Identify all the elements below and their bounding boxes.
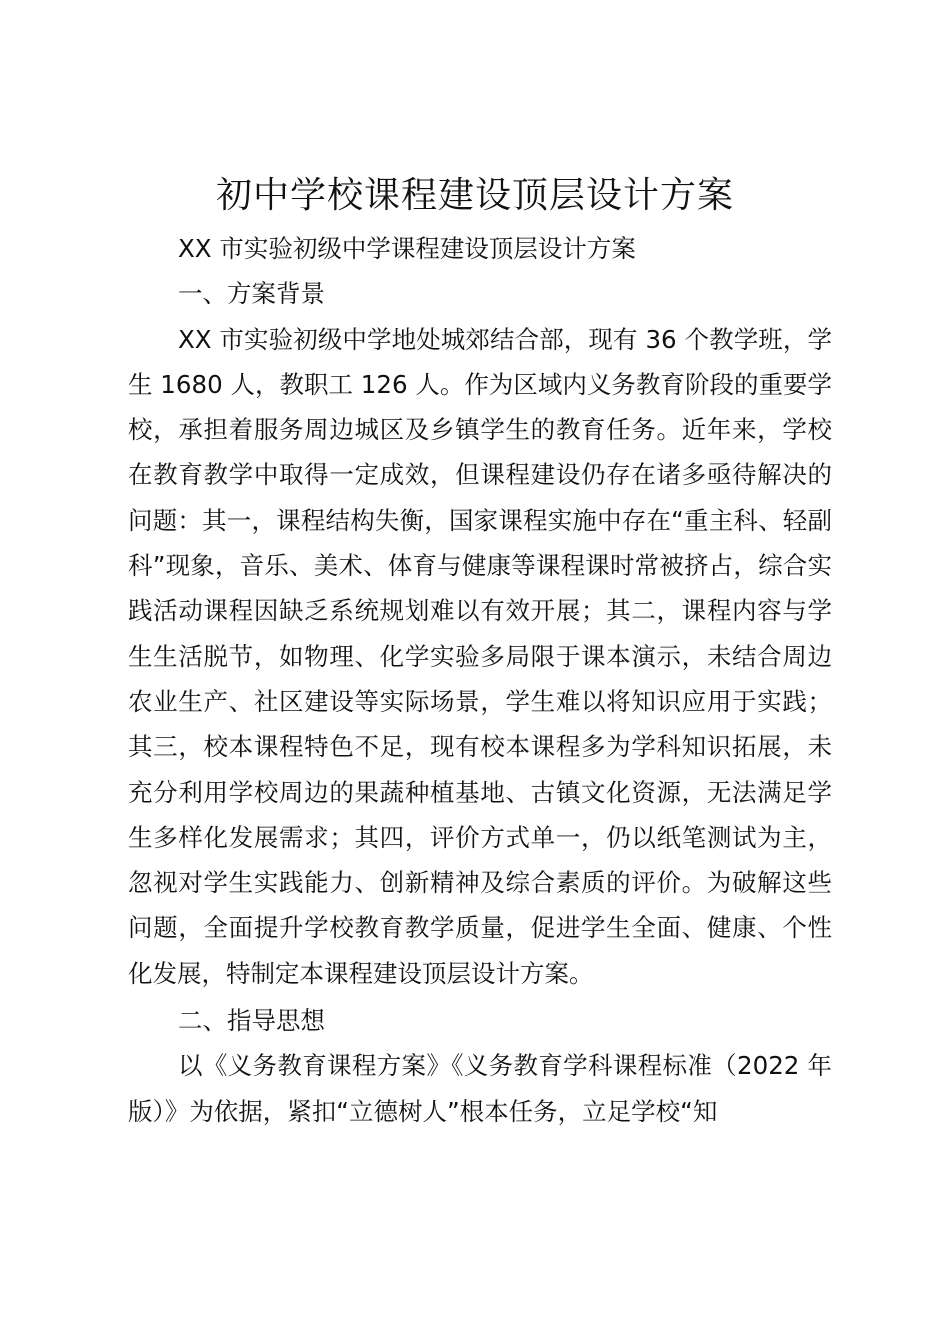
section-heading-background: 一、方案背景 [178, 279, 325, 309]
paragraph-guiding-ideology: 以《义务教育课程方案》《义务教育学科课程标准（2022 年版）》为依据，紧扣“立德树人”根本任务，立足学校“知 [128, 1051, 832, 1126]
paragraph-background: XX 市实验初级中学地处城郊结合部，现有 36 个教学班，学生 1680 人，教职工 126 人。作为区域内义务教育阶段的重要学校，承担着服务周边城区及乡镇学生的教育任务。近年来，学校在教育教学中取得一定成效，但课程建设仍存在诸多亟待解决的问题：其一，课程结构失衡，国家课程实施中存在“重主科、轻副科”现象，音乐、美术、体育与健康等课程课时常被挤占，综合实践活动课程因缺乏系统规划难以有效开展；其二，课程内容与学生生活脱节，如物理、化学实验多局限于课本演示，未结合周边农业生产、社区建设等实际场景，学生难以将知识应用于实践；其三，校本课程特色不足，现有校本课程多为学科知识拓展，未充分利用学校周边的果蔬种植基地、古镇文化资源，无法满足学生多样化发展需求；其四，评价方式单一，仍以纸笔测试为主，忽视对学生实践能力、创新精神及综合素质的评价。为破解这些问题，全面提升学校教育教学质量，促进学生全面、健康、个性化发展，特制定本课程建设顶层设计方案。 [128, 324, 832, 988]
document-body [128, 226, 832, 1134]
document-subtitle: XX 市实验初级中学课程建设顶层设计方案 [178, 234, 636, 263]
section-heading-guiding-ideology: 二、指导思想 [178, 1006, 325, 1036]
document-title: 初中学校课程建设顶层设计方案 [215, 175, 734, 216]
